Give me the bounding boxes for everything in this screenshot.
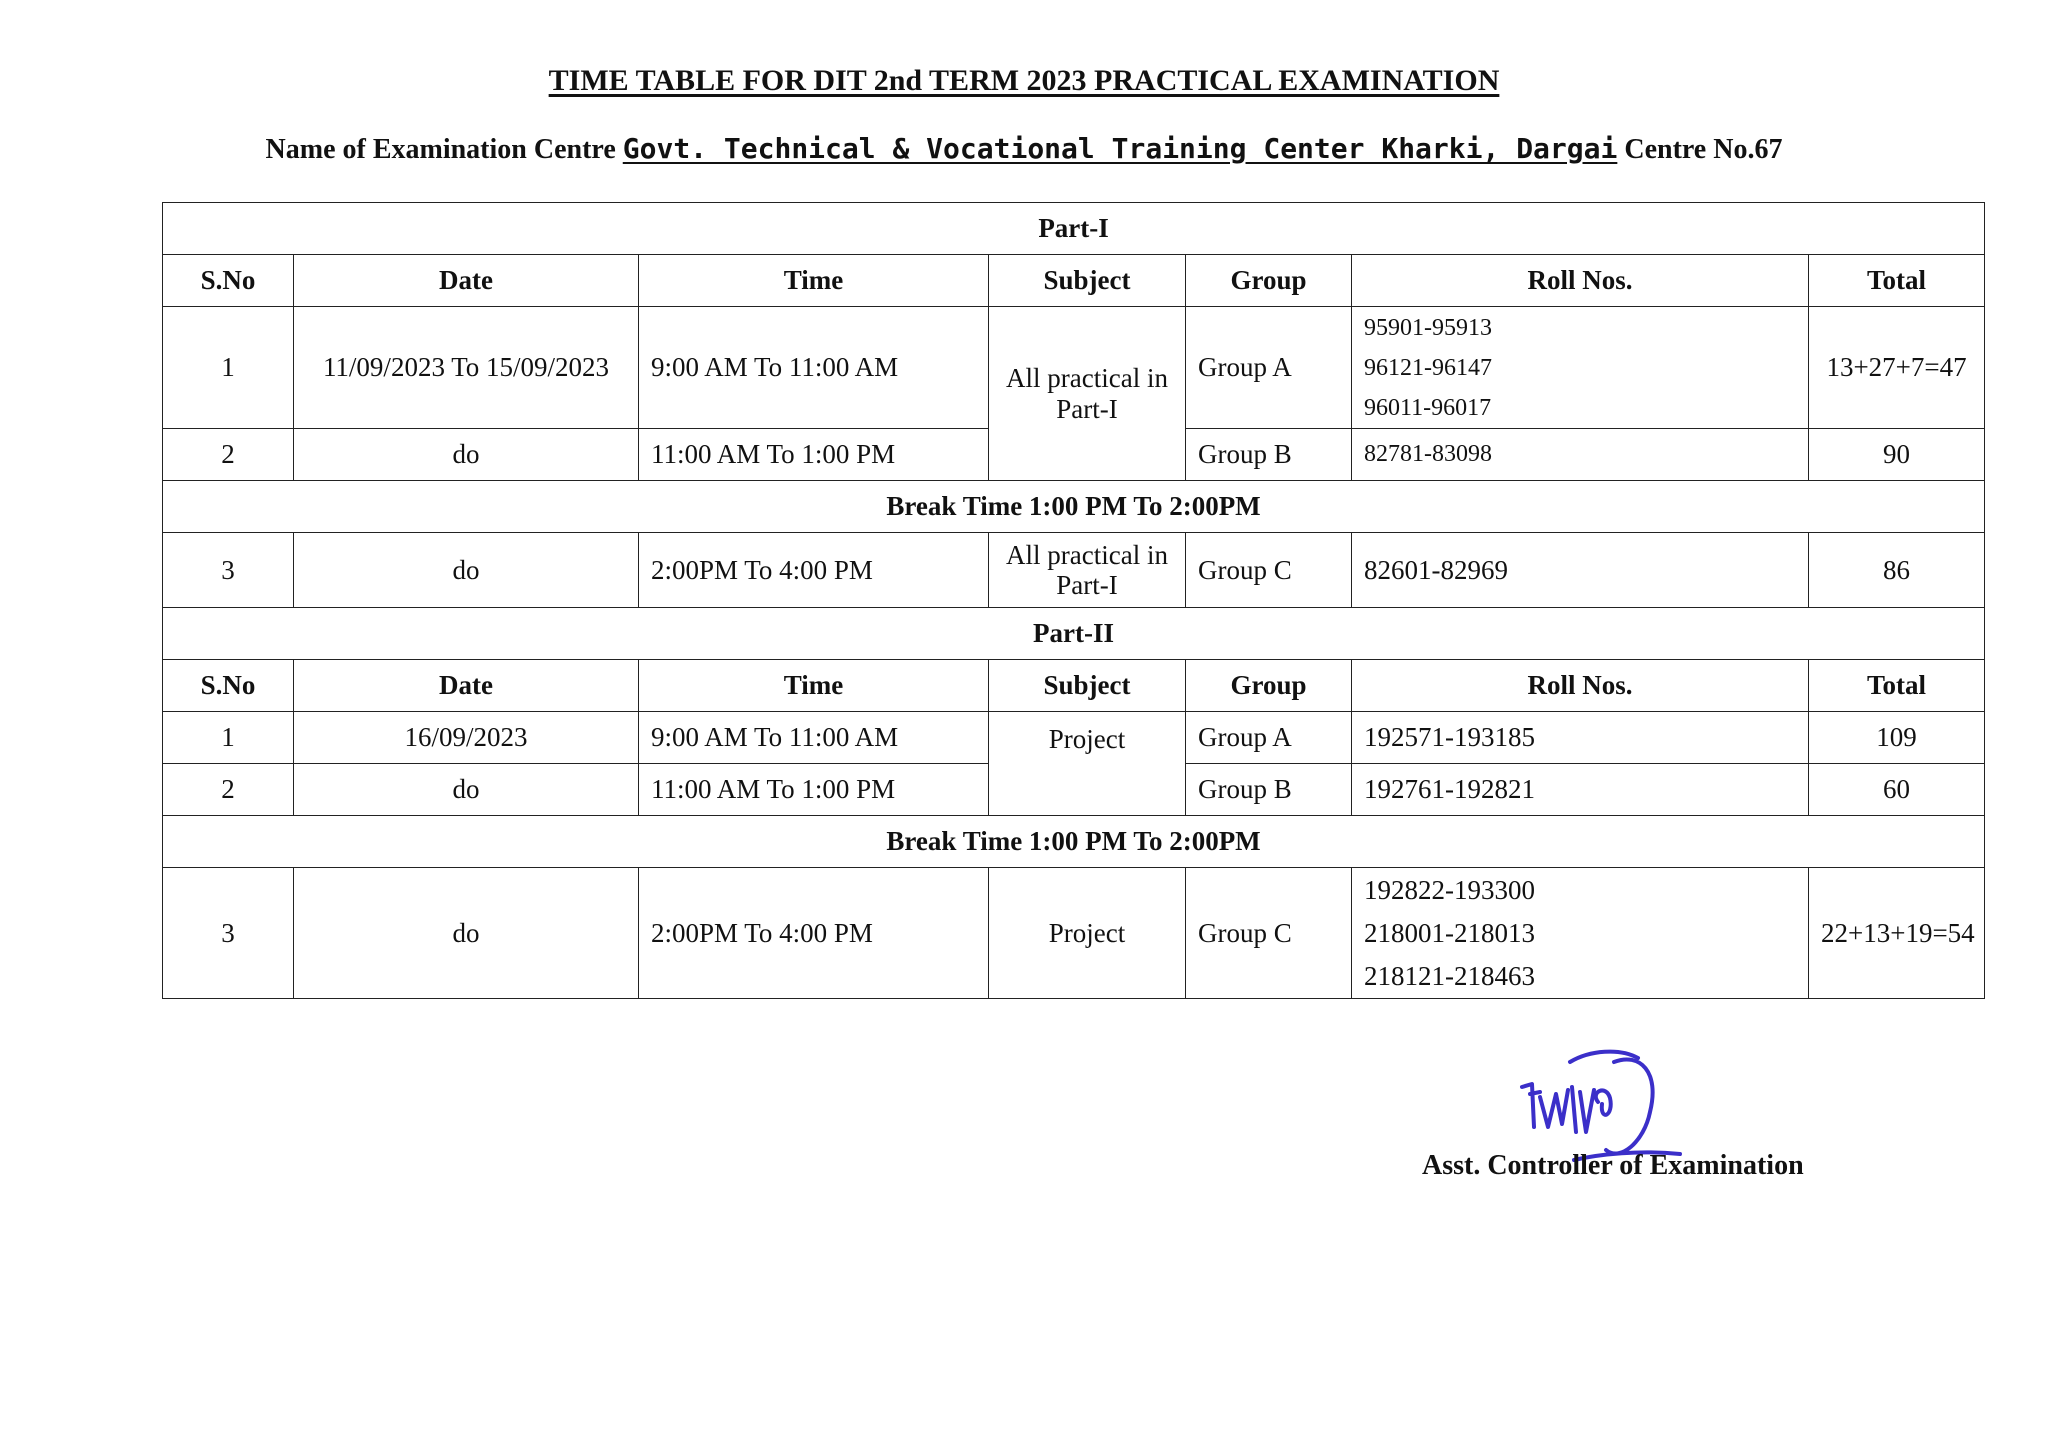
time-cell: 11:00 AM To 1:00 PM xyxy=(639,764,989,816)
subject-cell: Project xyxy=(989,868,1186,999)
sno-cell: 3 xyxy=(163,533,294,608)
header-roll-nos: Roll Nos. xyxy=(1352,255,1809,307)
table-row xyxy=(163,868,1985,999)
sno-cell: 1 xyxy=(163,307,294,429)
sno-cell: 2 xyxy=(163,429,294,481)
part1-title-row xyxy=(163,203,1985,255)
roll-nos-cell xyxy=(1352,868,1809,999)
header-time: Time xyxy=(639,255,989,307)
part1-header-row xyxy=(163,255,1985,307)
date-cell: 16/09/2023 xyxy=(294,712,639,764)
part2-title-row xyxy=(163,608,1985,660)
total-cell: 90 xyxy=(1809,429,1985,481)
roll-range: 218001-218013 xyxy=(1364,917,1535,948)
time-cell: 2:00PM To 4:00 PM xyxy=(639,533,989,608)
designation-label: Asst. Controller of Examination xyxy=(1422,1150,1804,1181)
group-cell: Group C xyxy=(1186,868,1352,999)
part1-title: Part-I xyxy=(163,203,1985,255)
roll-nos-cell: 82601-82969 xyxy=(1352,533,1809,608)
exam-centre-line xyxy=(0,132,2048,166)
time-cell: 9:00 AM To 11:00 AM xyxy=(639,712,989,764)
total-cell: 60 xyxy=(1809,764,1985,816)
header-roll-nos: Roll Nos. xyxy=(1352,660,1809,712)
header-date: Date xyxy=(294,660,639,712)
header-group: Group xyxy=(1186,255,1352,307)
centre-number: Centre No.67 xyxy=(1624,134,1783,165)
roll-range: 96121-96147 xyxy=(1364,354,1492,381)
group-cell: Group A xyxy=(1186,307,1352,429)
table-row xyxy=(163,307,1985,429)
header-subject: Subject xyxy=(989,660,1186,712)
part2-header-row xyxy=(163,660,1985,712)
group-cell: Group A xyxy=(1186,712,1352,764)
date-cell: 11/09/2023 To 15/09/2023 xyxy=(294,307,639,429)
roll-nos-cell: 82781-83098 xyxy=(1352,429,1809,481)
roll-range: 192822-193300 xyxy=(1364,874,1535,905)
table-row xyxy=(163,533,1985,608)
header-time: Time xyxy=(639,660,989,712)
total-cell: 13+27+7=47 xyxy=(1809,307,1985,429)
date-cell: do xyxy=(294,429,639,481)
roll-range: 218121-218463 xyxy=(1364,960,1535,991)
timetable xyxy=(162,202,1985,999)
header-group: Group xyxy=(1186,660,1352,712)
part2-title: Part-II xyxy=(163,608,1985,660)
table-row xyxy=(163,712,1985,764)
roll-nos-cell xyxy=(1352,307,1809,429)
date-cell: do xyxy=(294,868,639,999)
roll-nos-cell: 192761-192821 xyxy=(1352,764,1809,816)
group-cell: Group B xyxy=(1186,764,1352,816)
sno-cell: 3 xyxy=(163,868,294,999)
header-sno: S.No xyxy=(163,255,294,307)
break-time-label: Break Time 1:00 PM To 2:00PM xyxy=(163,481,1985,533)
sno-cell: 2 xyxy=(163,764,294,816)
total-cell: 109 xyxy=(1809,712,1985,764)
header-subject: Subject xyxy=(989,255,1186,307)
roll-range: 95901-95913 xyxy=(1364,314,1492,341)
header-total: Total xyxy=(1809,255,1985,307)
break-row xyxy=(163,481,1985,533)
centre-name: Govt. Technical & Vocational Training Center Kharki, Dargai xyxy=(622,132,1618,165)
time-cell: 2:00PM To 4:00 PM xyxy=(639,868,989,999)
roll-range: 96011-96017 xyxy=(1364,394,1492,421)
group-cell: Group B xyxy=(1186,429,1352,481)
header-sno: S.No xyxy=(163,660,294,712)
date-cell: do xyxy=(294,764,639,816)
date-cell: do xyxy=(294,533,639,608)
document-title: TIME TABLE FOR DIT 2nd TERM 2023 PRACTICAL EXAMINATION xyxy=(548,64,1500,97)
total-cell: 86 xyxy=(1809,533,1985,608)
roll-nos-cell: 192571-193185 xyxy=(1352,712,1809,764)
total-cell: 22+13+19=54 xyxy=(1809,868,1985,999)
time-cell: 11:00 AM To 1:00 PM xyxy=(639,429,989,481)
subject-cell: All practical in Part-I xyxy=(989,307,1186,481)
time-cell: 9:00 AM To 11:00 AM xyxy=(639,307,989,429)
sno-cell: 1 xyxy=(163,712,294,764)
group-cell: Group C xyxy=(1186,533,1352,608)
break-row xyxy=(163,816,1985,868)
header-date: Date xyxy=(294,255,639,307)
centre-prefix: Name of Examination Centre xyxy=(265,134,616,165)
subject-cell: Project xyxy=(989,712,1186,816)
header-total: Total xyxy=(1809,660,1985,712)
subject-cell: All practical in Part-I xyxy=(989,533,1186,608)
break-time-label: Break Time 1:00 PM To 2:00PM xyxy=(163,816,1985,868)
